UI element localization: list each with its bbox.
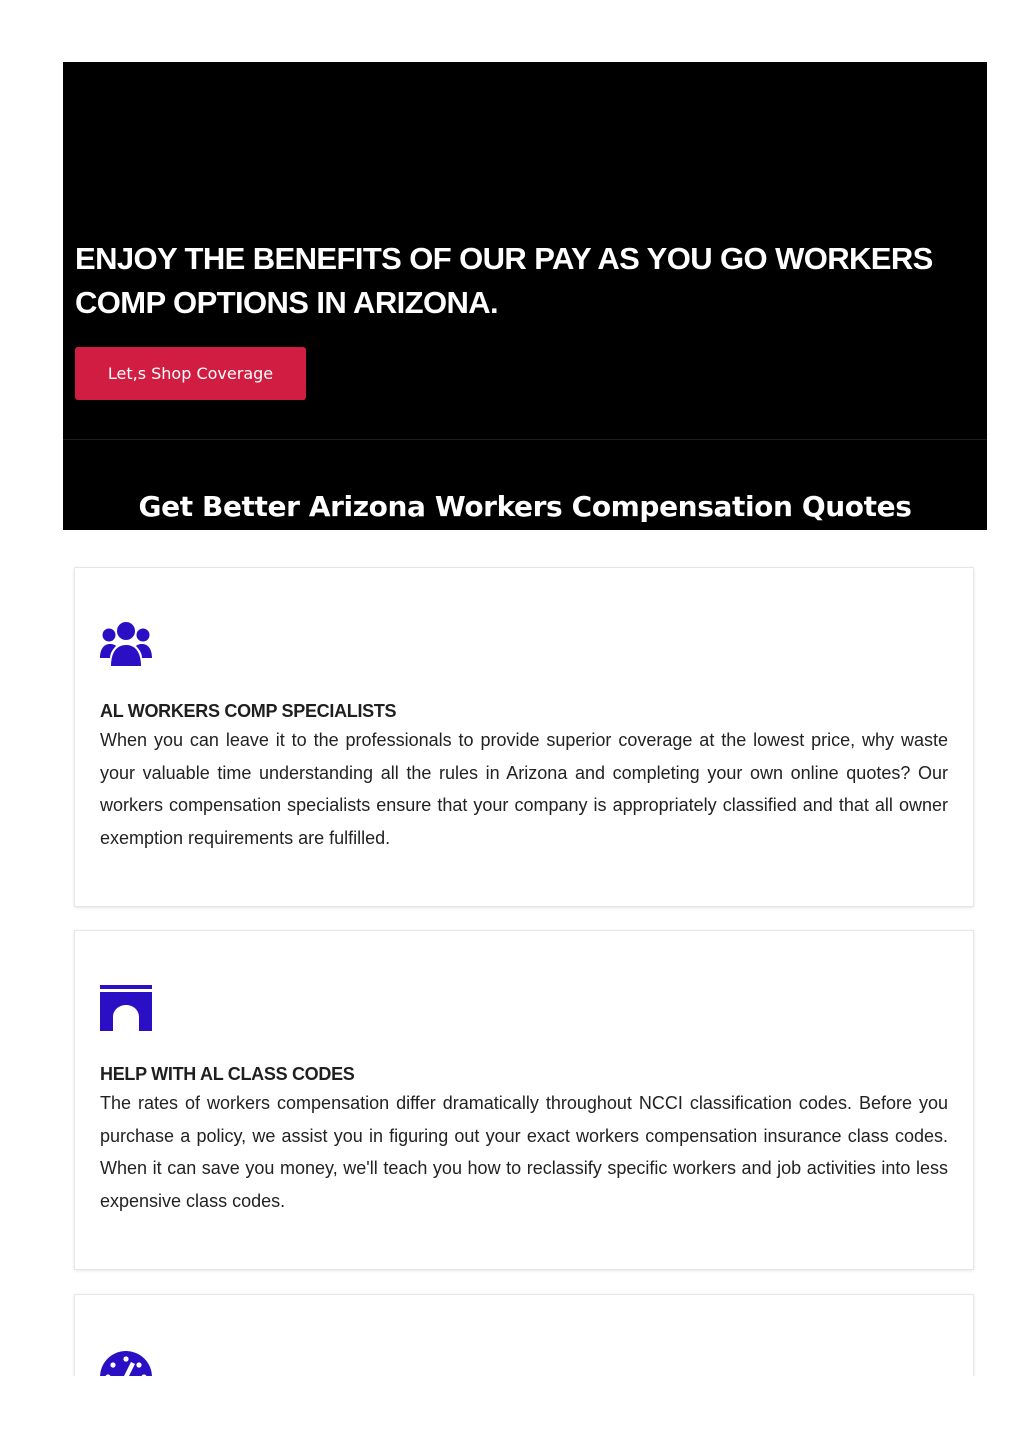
shop-coverage-button[interactable]: Let,s Shop Coverage [75, 347, 306, 400]
card-heading: AL WORKERS COMP SPECIALISTS [100, 701, 397, 721]
class-codes-help-card [75, 931, 973, 1269]
page-bottom-area [0, 1376, 1024, 1449]
hero-subtitle: Get Better Arizona Workers Compensation Quotes [138, 490, 912, 524]
archway-icon [100, 985, 152, 1031]
card-heading: HELP WITH AL CLASS CODES [100, 1064, 355, 1084]
card-body: The rates of workers compensation differ dramatically throughout NCCI classification codes. Before you purchase a policy, we assist you in figuring out your exact workers compensation insurance class codes. When it can save you money, we'll teach you how to reclassify specific workers and job activities into less expensive class codes. [100, 1093, 948, 1211]
tachometer-icon [100, 1351, 152, 1376]
card-body: When you can leave it to the professionals to provide superior coverage at the lowest price, why waste your valuable time understanding all the rules in Arizona and completing your own online quotes? Our workers compensation specialists ensure that your company is appropriately classified and that all owner exemption requirements are fulfilled. [100, 730, 948, 848]
users-icon [100, 622, 152, 666]
next-feature-card [75, 1295, 973, 1376]
hero-title: ENJOY THE BENEFITS OF OUR PAY AS YOU GO WORKERS COMP OPTIONS IN ARIZONA. [75, 241, 933, 320]
workers-comp-specialists-card [75, 568, 973, 906]
hero-banner [63, 62, 987, 530]
hero-divider [63, 439, 987, 440]
